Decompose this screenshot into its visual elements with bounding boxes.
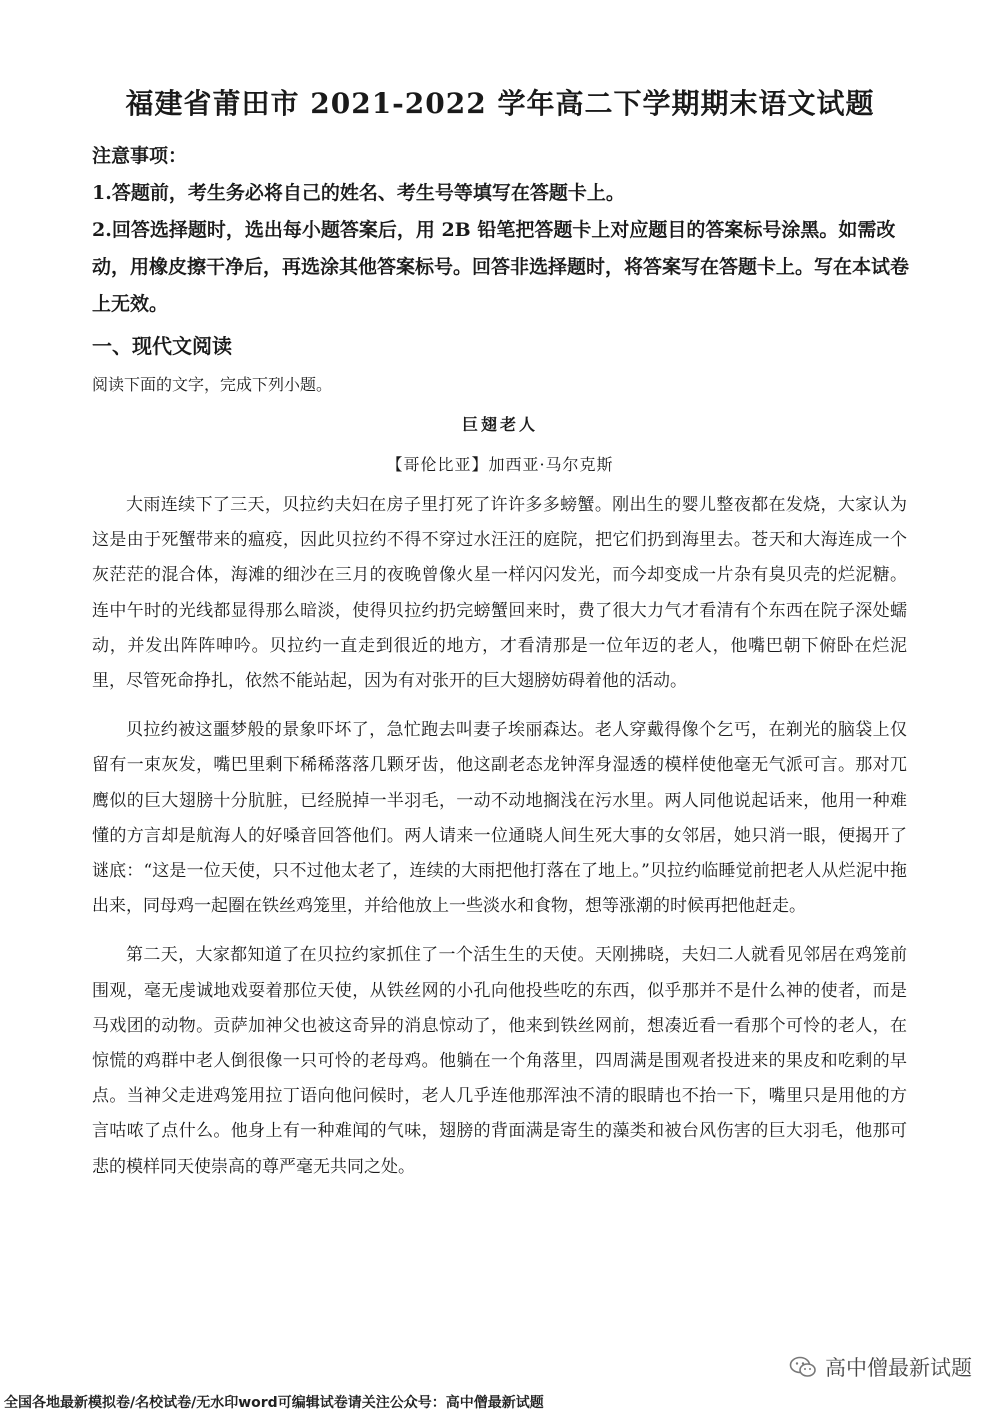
- story-paragraph: 贝拉约被这噩梦般的景象吓坏了，急忙跑去叫妻子埃丽森达。老人穿戴得像个乞丐，在剃光的脑袋上仅留有一束灰发，嘴巴里剩下稀稀落落几颗牙齿，他这副老态龙钟浑身湿透的模样使他毫无气派可言。那对兀鹰似的巨大翅膀十分肮脏，已经脱掉一半羽毛，一动不动地搁浅在污水里。两人同他说起话来，他用一种难懂的方言却是航海人的好嗓音回答他们。两人请来一位通晓人间生死大事的女邻居，她只消一眼，便揭开了谜底：“这是一位天使，只不过他太老了，连续的大雨把他打落在了地上。”贝拉约临睡觉前把老人从烂泥中拖出来，同母鸡一起圈在铁丝鸡笼里，并给他放上一些淡水和食物，想等涨潮的时候再把他赶走。: [92, 720, 907, 917]
- story-paragraph: 大雨连续下了三天，贝拉约夫妇在房子里打死了许许多多螃蟹。刚出生的婴儿整夜都在发烧，大家认为这是由于死蟹带来的瘟疫，因此贝拉约不得不穿过水汪汪的庭院，把它们扔到海里去。苍天和大海连成一个灰茫茫的混合体，海滩的细沙在三月的夜晚曾像火星一样闪闪发光，而今却变成一片杂有臭贝壳的烂泥糖。连中午时的光线都显得那么暗淡，使得贝拉约扔完螃蟹回来时，费了很大力气才看清有个东西在院子深处蠕动，并发出阵阵呻吟。贝拉约一直走到很近的地方，才看清那是一位年迈的老人，他嘴巴朝下俯卧在烂泥里，尽管死命挣扎，依然不能站起，因为有对张开的巨大翅膀妨碍着他的活动。: [92, 495, 907, 692]
- brand-name: 高中僧最新试题: [825, 1356, 972, 1380]
- story-body: [92, 488, 907, 1199]
- story-byline: 【哥伦比亚】加西亚·马尔克斯: [386, 455, 614, 474]
- notice-item-1: 1.答题前，考生务必将自己的姓名、考生号等填写在答题卡上。: [92, 182, 625, 204]
- wechat-icon: [789, 1356, 817, 1378]
- section-instruction: 阅读下面的文字，完成下列小题。: [92, 375, 333, 394]
- section-heading: 一、现代文阅读: [92, 334, 232, 358]
- story-paragraph: 第二天，大家都知道了在贝拉约家抓住了一个活生生的天使。天刚拂晓，夫妇二人就看见邻居在鸡笼前围观，毫无虔诚地戏耍着那位天使，从铁丝网的小孔向他投些吃的东西，似乎那并不是什么神的使者，而是马戏团的动物。贡萨加神父也被这奇异的消息惊动了，他来到铁丝网前，想凑近看一看那个可怜的老人，在惊慌的鸡群中老人倒很像一只可怜的老母鸡。他躺在一个角落里，四周满是围观者投进来的果皮和吃剩的早点。当神父走进鸡笼用拉丁语向他问候时，老人几乎连他那浑浊不清的眼睛也不抬一下，嘴里只是用他的方言咕哝了点什么。他身上有一种难闻的气味，翅膀的背面满是寄生的藻类和被台风伤害的巨大羽毛，他那可悲的模样同天使崇高的尊严毫无共同之处。: [92, 945, 907, 1177]
- story-title: 巨翅老人: [461, 415, 538, 434]
- brand-badge: [789, 1352, 972, 1382]
- notice-item-2: 2.回答选择题时，选出每小题答案后，用 2B 铅笔把答题卡上对应题目的答案标号涂黑。如需改动，用橡皮擦干净后，再选涂其他答案标号。回答非选择题时，将答案写在答题卡上。写在本试卷上无效。: [92, 219, 910, 315]
- footer-note: 全国各地最新模拟卷/名校试卷/无水印word可编辑试卷请关注公众号：高中僧最新试题: [4, 1395, 544, 1411]
- notice-heading: 注意事项：: [92, 145, 188, 167]
- page-title: 福建省莆田市 2021-2022 学年高二下学期期末语文试题: [125, 87, 875, 120]
